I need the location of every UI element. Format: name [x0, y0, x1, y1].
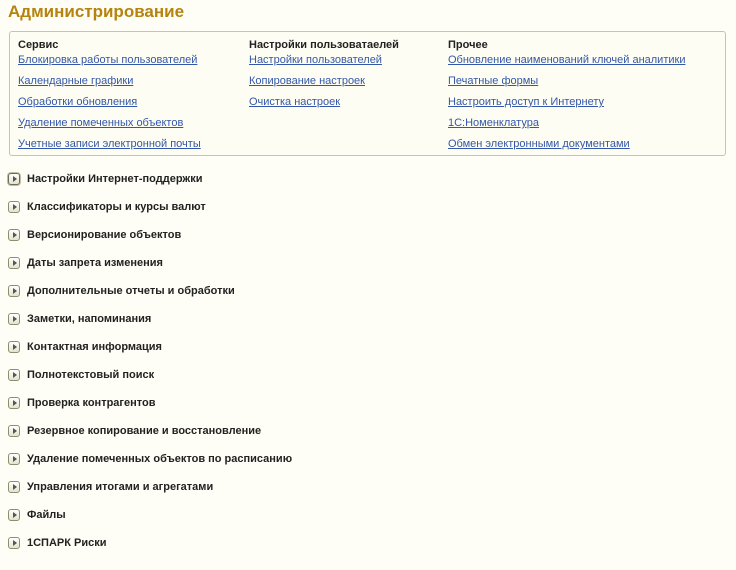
- group-label[interactable]: Удаление помеченных объектов по расписанию: [27, 453, 293, 465]
- group-classifiers-currencies[interactable]: [8, 199, 292, 227]
- group-label[interactable]: Настройки Интернет-поддержки: [27, 173, 203, 185]
- column-other: [448, 37, 685, 158]
- link-clear-settings[interactable]: Очистка настроек: [249, 96, 341, 108]
- group-totals-aggregates[interactable]: [8, 479, 292, 507]
- expand-arrow-icon[interactable]: [8, 341, 20, 353]
- expand-arrow-icon[interactable]: [8, 425, 20, 437]
- group-label[interactable]: Управления итогами и агрегатами: [27, 481, 214, 493]
- group-backup-restore[interactable]: [8, 423, 292, 451]
- column-header-service: Сервис: [18, 39, 59, 51]
- group-spark-risks[interactable]: [8, 535, 292, 563]
- link-update-analytics-keys[interactable]: Обновление наименований ключей аналитики: [448, 54, 686, 66]
- group-counterparty-check[interactable]: [8, 395, 292, 423]
- expand-arrow-icon[interactable]: [8, 453, 20, 465]
- group-files[interactable]: [8, 507, 292, 535]
- link-email-accounts[interactable]: Учетные записи электронной почты: [18, 138, 201, 150]
- link-lock-users[interactable]: Блокировка работы пользователей: [18, 54, 198, 66]
- column-user-settings: [249, 37, 399, 116]
- link-print-forms[interactable]: Печатные формы: [448, 75, 539, 87]
- commands-panel: [9, 31, 726, 156]
- expand-arrow-icon[interactable]: [8, 257, 20, 269]
- column-service: [18, 37, 201, 158]
- column-header-user-settings: Настройки пользоватаелей: [249, 39, 399, 51]
- group-label[interactable]: 1СПАРК Риски: [27, 537, 107, 549]
- expand-arrow-icon[interactable]: [8, 369, 20, 381]
- expand-arrow-icon[interactable]: [8, 229, 20, 241]
- group-label[interactable]: Дополнительные отчеты и обработки: [27, 285, 235, 297]
- expand-arrow-icon[interactable]: [8, 173, 20, 185]
- expand-arrow-icon[interactable]: [8, 313, 20, 325]
- link-edi-exchange[interactable]: Обмен электронными документами: [448, 138, 630, 150]
- group-internet-support[interactable]: [8, 171, 292, 199]
- group-label[interactable]: Контактная информация: [27, 341, 162, 353]
- group-scheduled-deletion[interactable]: [8, 451, 292, 479]
- group-contact-info[interactable]: [8, 339, 292, 367]
- column-header-other: Прочее: [448, 39, 488, 51]
- group-label[interactable]: Версионирование объектов: [27, 229, 182, 241]
- group-change-prohibition-dates[interactable]: [8, 255, 292, 283]
- expand-arrow-icon[interactable]: [8, 397, 20, 409]
- link-calendar-schedules[interactable]: Календарные графики: [18, 75, 134, 87]
- group-label[interactable]: Резервное копирование и восстановление: [27, 425, 262, 437]
- group-label[interactable]: Файлы: [27, 509, 66, 521]
- expand-arrow-icon[interactable]: [8, 285, 20, 297]
- group-label[interactable]: Проверка контрагентов: [27, 397, 156, 409]
- group-label[interactable]: Классификаторы и курсы валют: [27, 201, 206, 213]
- group-fulltext-search[interactable]: [8, 367, 292, 395]
- link-internet-access[interactable]: Настроить доступ к Интернету: [448, 96, 605, 108]
- collapsible-groups: [8, 171, 292, 563]
- expand-arrow-icon[interactable]: [8, 509, 20, 521]
- expand-arrow-icon[interactable]: [8, 201, 20, 213]
- group-label[interactable]: Полнотекстовый поиск: [27, 369, 155, 381]
- link-update-handlers[interactable]: Обработки обновления: [18, 96, 138, 108]
- expand-arrow-icon[interactable]: [8, 537, 20, 549]
- group-object-versioning[interactable]: [8, 227, 292, 255]
- link-user-settings[interactable]: Настройки пользователей: [249, 54, 382, 66]
- group-label[interactable]: Заметки, напоминания: [27, 313, 152, 325]
- link-copy-settings[interactable]: Копирование настроек: [249, 75, 365, 87]
- expand-arrow-icon[interactable]: [8, 481, 20, 493]
- group-notes-reminders[interactable]: [8, 311, 292, 339]
- link-delete-marked-objects[interactable]: Удаление помеченных объектов: [18, 117, 184, 129]
- group-additional-reports[interactable]: [8, 283, 292, 311]
- link-1c-nomenclature[interactable]: 1С:Номенклатура: [448, 117, 539, 129]
- group-label[interactable]: Даты запрета изменения: [27, 257, 163, 269]
- page-title: Администрирование: [8, 2, 185, 21]
